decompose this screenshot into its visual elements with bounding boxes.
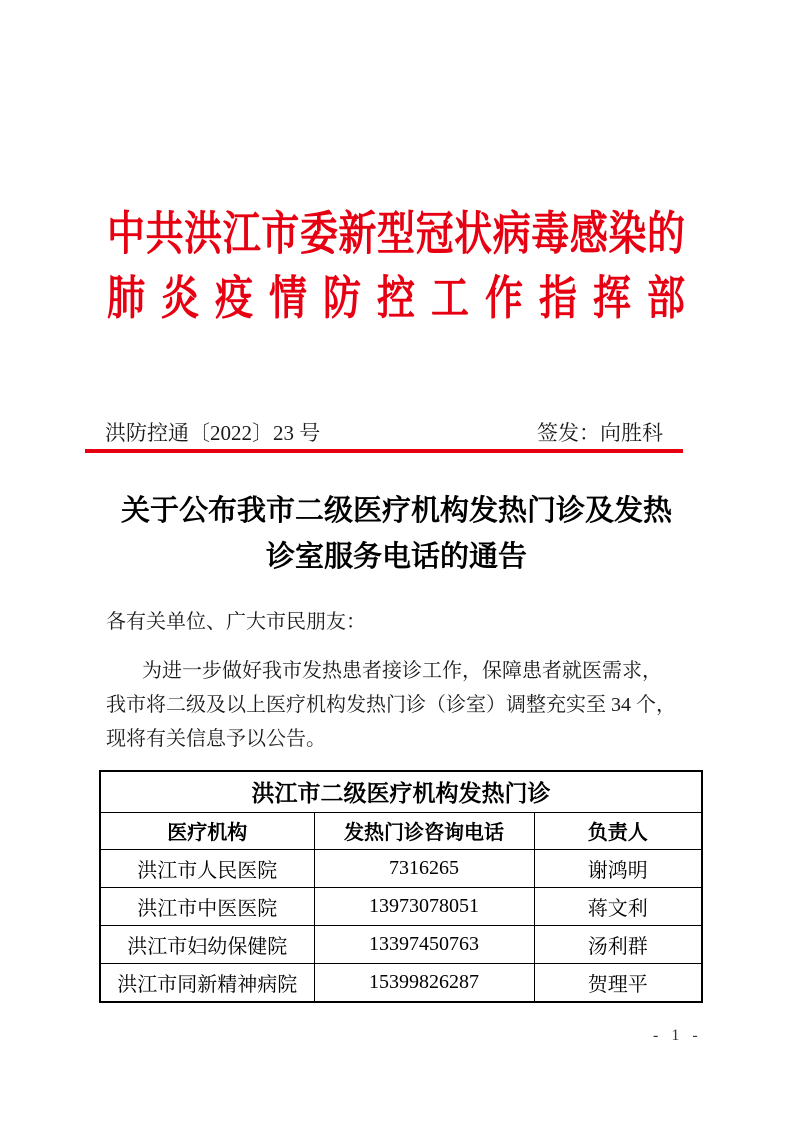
letterhead-line-1: 中共洪江市委新型冠状病毒感染的 <box>107 209 685 261</box>
table-row <box>100 887 702 925</box>
cell-phone: 13973078051 <box>314 887 534 925</box>
table-row <box>100 963 702 1002</box>
cell-institution: 洪江市妇幼保健院 <box>100 925 314 963</box>
cell-institution: 洪江市中医医院 <box>100 887 314 925</box>
table-header-row <box>100 812 702 849</box>
body-paragraph <box>106 654 691 756</box>
paragraph-line: 现将有关信息予以公告。 <box>106 728 326 750</box>
cell-institution: 洪江市人民医院 <box>100 849 314 887</box>
paragraph-line: 我市将二级及以上医疗机构发热门诊（诊室）调整充实至 34 个， <box>106 694 676 716</box>
header-phone: 发热门诊咨询电话 <box>314 812 534 849</box>
table-title: 洪江市二级医疗机构发热门诊 <box>100 771 702 812</box>
table-row <box>100 925 702 963</box>
letterhead-line-2: 肺炎疫情防控工作指挥部 <box>107 273 685 325</box>
cell-person: 谢鸿明 <box>534 849 702 887</box>
cell-institution: 洪江市同新精神病院 <box>100 963 314 1002</box>
doc-number: 洪防控通〔2022〕23 号 <box>105 421 321 445</box>
red-letterhead <box>107 203 685 332</box>
document-title <box>0 488 793 580</box>
cell-person: 汤利群 <box>534 925 702 963</box>
doc-info-row <box>105 420 663 446</box>
cell-person: 贺理平 <box>534 963 702 1002</box>
cell-person: 蒋文利 <box>534 887 702 925</box>
table-row <box>100 849 702 887</box>
cell-phone: 7316265 <box>314 849 534 887</box>
fever-clinic-table <box>99 770 703 1003</box>
page-number: - 1 - <box>653 1027 699 1044</box>
cell-phone: 13397450763 <box>314 925 534 963</box>
header-person: 负责人 <box>534 812 702 849</box>
document-title-line-1: 关于公布我市二级医疗机构发热门诊及发热 <box>120 495 672 527</box>
issuer: 签发：向胜科 <box>537 421 663 445</box>
table-title-row <box>100 771 702 812</box>
cell-phone: 15399826287 <box>314 963 534 1002</box>
paragraph-line: 为进一步做好我市发热患者接诊工作，保障患者就医需求， <box>142 660 662 682</box>
red-divider-line <box>85 449 683 453</box>
salutation: 各有关单位、广大市民朋友： <box>106 611 366 633</box>
document-title-line-2: 诊室服务电话的通告 <box>265 541 527 573</box>
header-institution: 医疗机构 <box>100 812 314 849</box>
